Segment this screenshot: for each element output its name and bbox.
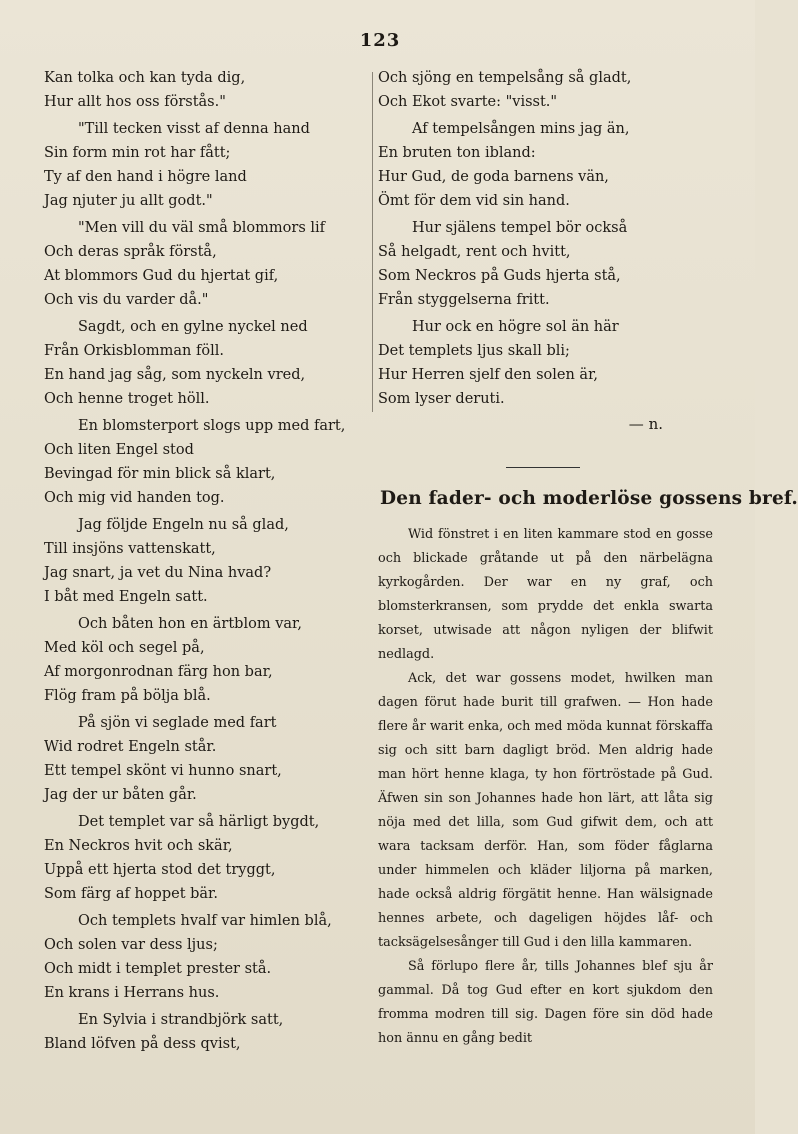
poem-line: Hur själens tempel bör också: [412, 220, 628, 236]
poem-line: Så helgadt, rent och hvitt,: [378, 244, 571, 260]
section-divider: [506, 467, 580, 468]
poem-line: En krans i Herrans hus.: [44, 985, 220, 1001]
poem-line: Från styggelserna fritt.: [378, 292, 550, 308]
poem-line: En bruten ton ibland:: [378, 145, 536, 161]
poem-line: Sin form min rot har fått;: [44, 145, 231, 161]
story-paragraph: Wid fönstret i en liten kammare stod en gosse och blickade gråtande ut på den närbelägna kyrkogården. Der war en ny graf, och blomsterkransen, som prydde det enkla swarta korset, utwisade att någon nyligen der blifwit nedlagd.: [378, 527, 713, 662]
poem-line: Och henne troget höll.: [44, 391, 210, 407]
column-rule: [372, 72, 373, 412]
poem-line: Kan tolka och kan tyda dig,: [44, 70, 246, 86]
poem-line: Hur Herren sjelf den solen är,: [378, 367, 599, 383]
poem-line: Och båten hon en ärtblom var,: [78, 616, 302, 632]
poem-line: Och templets hvalf var himlen blå,: [78, 913, 332, 929]
poem-line: Och liten Engel stod: [44, 442, 194, 458]
story-paragraph: Ack, det war gossens modet, hwilken man dagen förut hade burit till grafwen. — Hon hade flere år warit enka, och med möda kunnat förskaffa sig och sitt barn dagligt bröd. Men aldrig hade man hört henne klaga, ty hon förtröstade på Gud. Äfwen sin son Johannes hade hon lärt, att låta sig nöja med det lilla, som Gud gifwit dem, och att wara tacksam derför. Han, som föder fåglarna under himmelen och kläder liljorna på marken, hade också aldrig förgätit henne. Han wälsignade hennes arbete, och dageligen höjdes låf- och tacksägelsesånger till Gud i den lilla kammaren.: [378, 671, 713, 950]
poem-line: Från Orkisblomman föll.: [44, 343, 224, 359]
poem-line: Och deras språk förstå,: [44, 244, 217, 260]
poem-line: Ömt för dem vid sin hand.: [378, 193, 570, 209]
poem-line: På sjön vi seglade med fart: [78, 715, 277, 731]
poem-line: Jag följde Engeln nu så glad,: [78, 517, 289, 533]
story-title: Den fader- och moderlöse gossens bref.: [380, 488, 798, 509]
poem-line: I båt med Engeln satt.: [44, 589, 208, 605]
right-column: [378, 66, 798, 1051]
poem-line: Bevingad för min blick så klart,: [44, 466, 276, 482]
poem-line: Och midt i templet prester stå.: [44, 961, 272, 977]
poem-line: Uppå ett hjerta stod det tryggt,: [44, 862, 276, 878]
poem-line: Till insjöns vattenskatt,: [44, 541, 216, 557]
poem-line: Och Ekot svarte: "visst.": [378, 94, 558, 110]
left-column-poem: [44, 66, 369, 1056]
poem-signature: — n.: [628, 415, 663, 433]
poem-line: En Neckros hvit och skär,: [44, 838, 233, 854]
poem-line: Jag snart, ja vet du Nina hvad?: [44, 565, 272, 581]
poem-line: Jag der ur båten går.: [44, 787, 197, 803]
poem-line: Af tempelsången mins jag än,: [412, 121, 630, 137]
poem-line: Och mig vid handen tog.: [44, 490, 225, 506]
poem-line: Hur Gud, de goda barnens vän,: [378, 169, 609, 185]
poem-line: Som lyser deruti.: [378, 391, 505, 407]
poem-line: Och vis du varder då.": [44, 292, 209, 308]
poem-line: Ty af den hand i högre land: [44, 169, 247, 185]
poem-line: Som Neckros på Guds hjerta stå,: [378, 268, 621, 284]
poem-line: En hand jag såg, som nyckeln vred,: [44, 367, 306, 383]
poem-line: Och sjöng en tempelsång så gladt,: [378, 70, 632, 86]
poem-line: Bland löfven på dess qvist,: [44, 1036, 241, 1052]
right-column-poem: [378, 66, 713, 411]
poem-line: En blomsterport slogs upp med fart,: [78, 418, 346, 434]
poem-line: Med köl och segel på,: [44, 640, 205, 656]
poem-line: En Sylvia i strandbjörk satt,: [78, 1012, 284, 1028]
poem-line: Hur ock en högre sol än här: [412, 319, 619, 335]
poem-line: Flög fram på bölja blå.: [44, 688, 211, 704]
story-text: [378, 523, 713, 1051]
poem-line: Jag njuter ju allt godt.": [44, 193, 213, 209]
story-paragraph: Så förlupo flere år, tills Johannes blef sju år gammal. Då tog Gud efter en kort sjukdom den fromma modren till sig. Dagen före sin död hade hon ännu en gång bedit: [378, 959, 713, 1046]
poem-line: Och solen var dess ljus;: [44, 937, 218, 953]
poem-line: "Till tecken visst af denna hand: [78, 121, 310, 137]
poem-line: Det templet var så härligt bygdt,: [78, 814, 320, 830]
page-number: 123: [359, 30, 401, 51]
poem-line: Af morgonrodnan färg hon bar,: [44, 664, 273, 680]
poem-line: Som färg af hoppet bär.: [44, 886, 218, 902]
poem-line: Det templets ljus skall bli;: [378, 343, 570, 359]
poem-line: Ett tempel skönt vi hunno snart,: [44, 763, 282, 779]
poem-line: Wid rodret Engeln står.: [44, 739, 217, 755]
poem-line: Sagdt, och en gylne nyckel ned: [78, 319, 308, 335]
poem-line: At blommors Gud du hjertat gif,: [44, 268, 279, 284]
poem-line: "Men vill du väl små blommors lif: [78, 220, 326, 236]
poem-line: Hur allt hos oss förstås.": [44, 94, 226, 110]
